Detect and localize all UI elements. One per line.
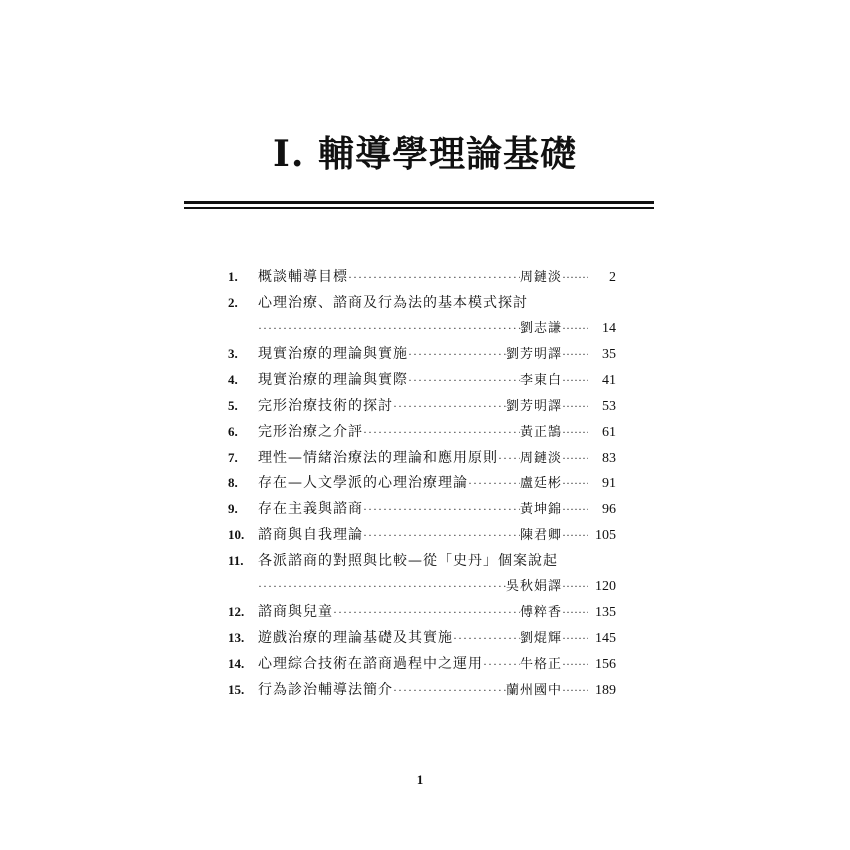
- title-rule-thin: [184, 207, 654, 209]
- toc-entry-author: 黃正鵠: [519, 424, 562, 440]
- toc-entry-number: 2.: [228, 294, 238, 310]
- toc-entry-line: [228, 341, 616, 367]
- toc-entry-title: 概談輔導目標: [258, 269, 348, 285]
- toc-entry-line: [228, 677, 616, 703]
- dot-leader: [562, 394, 588, 420]
- toc-entry[interactable]: [228, 548, 616, 600]
- dot-leader: [363, 523, 520, 549]
- toc-entry[interactable]: [228, 393, 616, 419]
- toc-entry-page: 145: [595, 631, 616, 647]
- toc-entry[interactable]: [228, 264, 616, 290]
- section-title: Ⅰ. 輔導學理論基礎: [273, 133, 577, 175]
- toc-entry-author: 劉芳明譯: [505, 398, 562, 414]
- toc-entry-page: 53: [602, 398, 616, 414]
- toc-entry[interactable]: [228, 651, 616, 677]
- toc-entry-page: 96: [602, 502, 616, 518]
- dot-leader: [562, 574, 588, 600]
- dot-leader: [562, 471, 588, 497]
- toc-entry-title: 現實治療的理論與實施: [258, 346, 408, 363]
- toc-entry-title: 存在主義與諮商: [258, 501, 363, 518]
- toc-entry-line: [228, 651, 616, 677]
- toc-entry[interactable]: [228, 290, 616, 342]
- toc-entry[interactable]: [228, 445, 616, 471]
- toc-entry-title: 諮商與自我理論: [258, 526, 363, 543]
- dot-leader: [363, 497, 520, 523]
- dot-leader: [562, 265, 588, 291]
- toc-entry-line: [228, 264, 616, 290]
- dot-leader: [363, 420, 520, 446]
- dot-leader: [258, 574, 506, 600]
- toc-entry-number: 11.: [228, 552, 244, 568]
- toc-entry[interactable]: [228, 677, 616, 703]
- toc-entry-title: 心理綜合技術在諮商過程中之運用: [258, 655, 483, 672]
- table-of-contents: [228, 264, 616, 703]
- toc-entry-line: [228, 548, 616, 574]
- page-number: 1: [416, 772, 424, 787]
- toc-entry-page: 41: [602, 373, 616, 389]
- toc-entry-page: 61: [602, 424, 616, 440]
- dot-leader: [333, 600, 520, 626]
- dot-leader: [562, 497, 588, 523]
- toc-entry-page: 120: [595, 578, 616, 594]
- toc-entry-number: 12.: [228, 604, 245, 620]
- toc-entry-line: [228, 367, 616, 393]
- toc-entry[interactable]: [228, 599, 616, 625]
- toc-entry[interactable]: [228, 419, 616, 445]
- dot-leader: [562, 420, 588, 446]
- toc-entry-number: 9.: [228, 501, 238, 517]
- toc-entry-author: 黃坤錦: [519, 502, 562, 518]
- toc-entry-line: [228, 625, 616, 651]
- toc-entry-line: [228, 470, 616, 496]
- toc-entry-line: [228, 522, 616, 548]
- dot-leader: [408, 368, 520, 394]
- toc-entry-title: 存在—人文學派的心理治療理論: [258, 475, 468, 492]
- toc-entry-author: 李東白: [519, 373, 562, 389]
- toc-entry-number: 3.: [228, 346, 238, 362]
- dot-leader: [453, 626, 520, 652]
- toc-entry-author: 牛格正: [519, 656, 562, 672]
- toc-entry-page: 2: [609, 270, 616, 285]
- toc-entry-author: 周鏈淡: [519, 450, 562, 466]
- toc-entry-author: 劉焜輝: [519, 631, 562, 647]
- toc-entry-line: [228, 393, 616, 419]
- toc-entry-author: 蘭州國中: [505, 682, 562, 698]
- dot-leader: [483, 652, 520, 678]
- toc-entry-title: 完形治療之介評: [258, 423, 363, 440]
- toc-entry-title: 完形治療技術的探討: [258, 397, 393, 414]
- toc-entry-page: 14: [602, 320, 616, 336]
- dot-leader: [393, 678, 506, 704]
- dot-leader: [562, 626, 588, 652]
- dot-leader: [562, 523, 588, 549]
- toc-entry-page: 156: [595, 656, 616, 672]
- dot-leader: [468, 471, 520, 497]
- dot-leader: [562, 368, 588, 394]
- toc-entry-title: 心理治療、諮商及行為法的基本模式探討: [258, 294, 528, 311]
- toc-entry-number: 10.: [228, 526, 245, 542]
- dot-leader: [562, 678, 588, 704]
- toc-entry-number: 13.: [228, 630, 245, 646]
- toc-entry-number: 8.: [228, 475, 238, 491]
- toc-entry-number: 15.: [228, 681, 245, 697]
- toc-entry-author: 吳秋娟譯: [505, 578, 562, 594]
- toc-entry[interactable]: [228, 367, 616, 393]
- toc-entry-title: 行為診治輔導法簡介: [258, 681, 393, 698]
- toc-entry[interactable]: [228, 496, 616, 522]
- title-rule-thick: [184, 201, 654, 204]
- toc-entry-number: 1.: [228, 269, 238, 284]
- toc-entry-line: [228, 316, 616, 342]
- dot-leader: [393, 394, 506, 420]
- toc-entry-title: 現實治療的理論與實際: [258, 372, 408, 389]
- toc-entry[interactable]: [228, 341, 616, 367]
- toc-entry-number: 7.: [228, 449, 238, 465]
- toc-entry-author: 傅粹香: [519, 605, 562, 621]
- toc-entry-line: [228, 290, 616, 316]
- dot-leader: [408, 342, 506, 368]
- toc-entry-title: 理性—情緒治療法的理論和應用原則: [258, 449, 498, 466]
- toc-entry-line: [228, 574, 616, 600]
- toc-entry-page: 189: [595, 682, 616, 698]
- toc-entry-page: 105: [595, 527, 616, 543]
- toc-entry-number: 4.: [228, 372, 238, 388]
- toc-entry-title: 各派諮商的對照與比較—從「史丹」個案說起: [258, 552, 558, 569]
- toc-entry-number: 14.: [228, 655, 245, 671]
- toc-entry-author: 盧廷彬: [519, 476, 562, 492]
- dot-leader: [562, 316, 588, 342]
- toc-entry-page: 91: [602, 476, 616, 492]
- dot-leader: [258, 316, 520, 342]
- toc-entry-line: [228, 599, 616, 625]
- dot-leader: [562, 446, 588, 472]
- dot-leader: [562, 600, 588, 626]
- toc-entry-line: [228, 496, 616, 522]
- toc-entry-title: 諮商與兒童: [258, 604, 333, 621]
- dot-leader: [498, 446, 520, 472]
- toc-entry[interactable]: [228, 625, 616, 651]
- toc-entry-author: 劉芳明譯: [505, 347, 562, 363]
- toc-entry-page: 83: [602, 450, 616, 466]
- dot-leader: [562, 652, 588, 678]
- toc-entry-title: 遊戲治療的理論基礎及其實施: [258, 630, 453, 647]
- toc-entry-number: 6.: [228, 423, 238, 439]
- toc-entry[interactable]: [228, 522, 616, 548]
- toc-entry-author: 劉志謙: [519, 320, 562, 336]
- toc-entry-page: 135: [595, 605, 616, 621]
- toc-entry-line: [228, 419, 616, 445]
- toc-entry[interactable]: [228, 470, 616, 496]
- toc-entry-author: 周鏈淡: [519, 270, 562, 285]
- toc-entry-author: 陳君卿: [519, 527, 562, 543]
- toc-entry-page: 35: [602, 347, 616, 363]
- toc-entry-line: [228, 445, 616, 471]
- dot-leader: [562, 342, 588, 368]
- dot-leader: [348, 265, 520, 291]
- toc-entry-number: 5.: [228, 397, 238, 413]
